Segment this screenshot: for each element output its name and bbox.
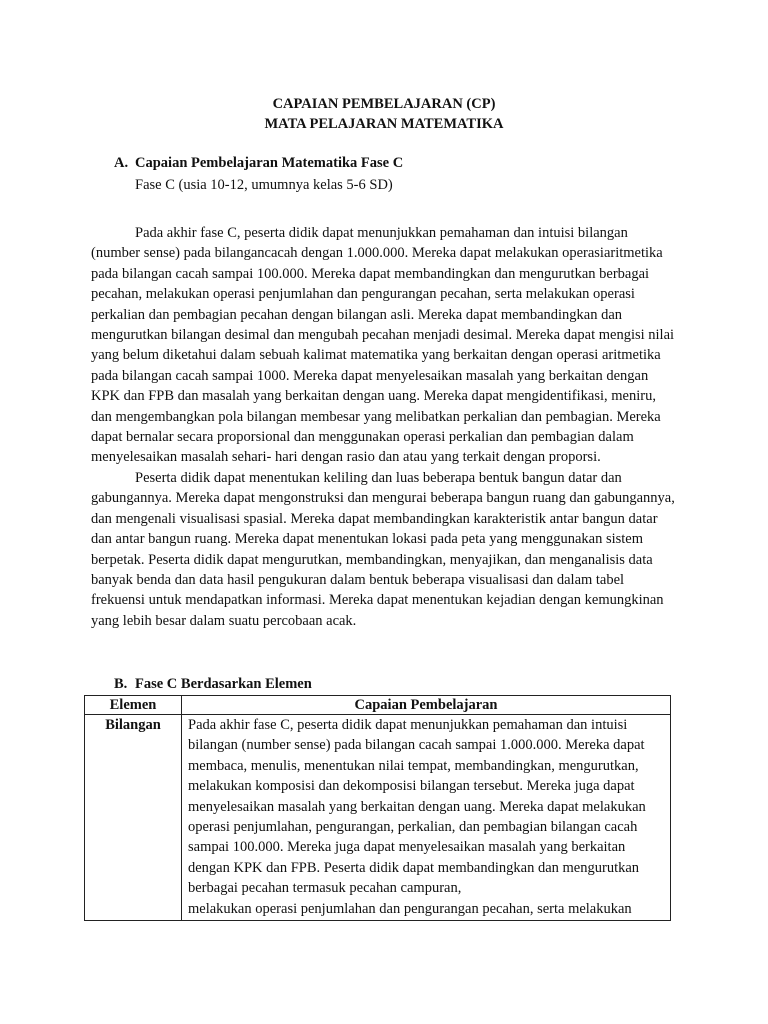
paragraph-2: Peserta didik dapat menentukan keliling dan luas beberapa bentuk bangun datar dan gabungannya. Mereka dapat mengonstruksi dan mengurai beberapa bangun ruang dan gabungannya, dan mengenali visualisasi spasial. Mereka dapat membandingkan karakteristik antar bangun datar dan antar bangun ruang. Mereka dapat menentukan lokasi pada peta yang menggunakan sistem berpetak. Peserta didik dapat mengurutkan, membandingkan, menyajikan, dan menganalisis data banyak benda dan data hasil pengukuran dalam bentuk beberapa visualisasi dan dalam tabel frekuensi untuk mendapatkan informasi. Mereka dapat menentukan kejadian dengan kemungkinan yang lebih besar dalam suatu percobaan acak. bbox=[91, 469, 675, 629]
header-elemen: Elemen bbox=[85, 696, 182, 715]
cp-line: berbagai pecahan termasuk pecahan campuran, bbox=[188, 880, 462, 897]
section-b-heading-text: Fase C Berdasarkan Elemen bbox=[135, 676, 312, 692]
title-line-1: CAPAIAN PEMBELAJARAN (CP) bbox=[272, 96, 496, 112]
elemen-table bbox=[84, 695, 671, 921]
section-a-heading bbox=[114, 153, 403, 173]
cp-line: membaca, menulis, menentukan nilai tempat, membandingkan, mengurutkan, bbox=[188, 757, 639, 774]
table-row bbox=[85, 715, 671, 921]
section-a-marker: A. bbox=[114, 155, 129, 171]
cp-line: sampai 100.000. Mereka juga dapat menyelesaikan masalah yang berkaitan bbox=[188, 839, 626, 856]
table-header-row bbox=[85, 696, 671, 715]
header-capaian: Capaian Pembelajaran bbox=[182, 696, 671, 715]
cp-line: bilangan (number sense) pada bilangan cacah sampai 1.000.000. Mereka dapat bbox=[188, 737, 645, 754]
section-a-body bbox=[91, 223, 677, 631]
cp-line: menyelesaikan masalah yang berkaitan dengan uang. Mereka dapat melakukan bbox=[188, 798, 646, 815]
cp-line: dengan KPK dan FPB. Peserta didik dapat membandingkan dan mengurutkan bbox=[188, 859, 640, 876]
cp-line: operasi penjumlahan, pengurangan, perkalian, dan pembagian bilangan cacah bbox=[188, 819, 638, 836]
title-line-2: MATA PELAJARAN MATEMATIKA bbox=[264, 116, 504, 132]
document-title bbox=[0, 94, 768, 134]
cp-line: Pada akhir fase C, peserta didik dapat menunjukkan pemahaman dan intuisi bbox=[188, 717, 628, 733]
section-a-subheading: Fase C (usia 10-12, umumnya kelas 5-6 SD) bbox=[135, 177, 393, 193]
elemen-cell: Bilangan bbox=[85, 715, 182, 921]
paragraph-1: Pada akhir fase C, peserta didik dapat menunjukkan pemahaman dan intuisi bilangan (number sense) pada bilangancacah dengan 1.000.000. Mereka dapat melakukan operasiaritmetika pada bilangan cacah sampai 100.000. Mereka dapat membandingkan dan mengurutkan berbagai pecahan, melakukan operasi penjumlahan dan pengurangan pecahan, serta melakukan operasi perkalian dan pembagian pecahan dengan bilangan asli. Mereka dapat membandingkan dan mengurutkan bilangan desimal dan mengubah pecahan menjadi desimal. Mereka dapat mengisi nilai yang belum diketahui dalam sebuah kalimat matematika yang berkaitan dengan operasi aritmetika pada bilangan cacah sampai 1000. Mereka dapat menyelesaikan masalah yang berkaitan dengan KPK dan FPB dan masalah yang berkaitan dengan uang. Mereka dapat mengidentifikasi, meniru, dan mengembangkan pola bilangan membesar yang melibatkan perkalian dan pembagian. Mereka dapat bernalar secara proporsional dan menggunakan operasi perkalian dan pembagian dalam menyelesaikan masalah sehari- hari dengan rasio dan atau yang terkait dengan proporsi. bbox=[91, 225, 675, 466]
cp-line: melakukan komposisi dan dekomposisi bilangan tersebut. Mereka juga dapat bbox=[188, 778, 635, 795]
section-b-heading bbox=[114, 674, 312, 694]
section-a-heading-text: Capaian Pembelajaran Matematika Fase C bbox=[135, 155, 404, 171]
capaian-cell bbox=[182, 715, 671, 921]
section-b-marker: B. bbox=[114, 676, 128, 692]
cp-line: melakukan operasi penjumlahan dan pengurangan pecahan, serta melakukan bbox=[188, 900, 632, 917]
